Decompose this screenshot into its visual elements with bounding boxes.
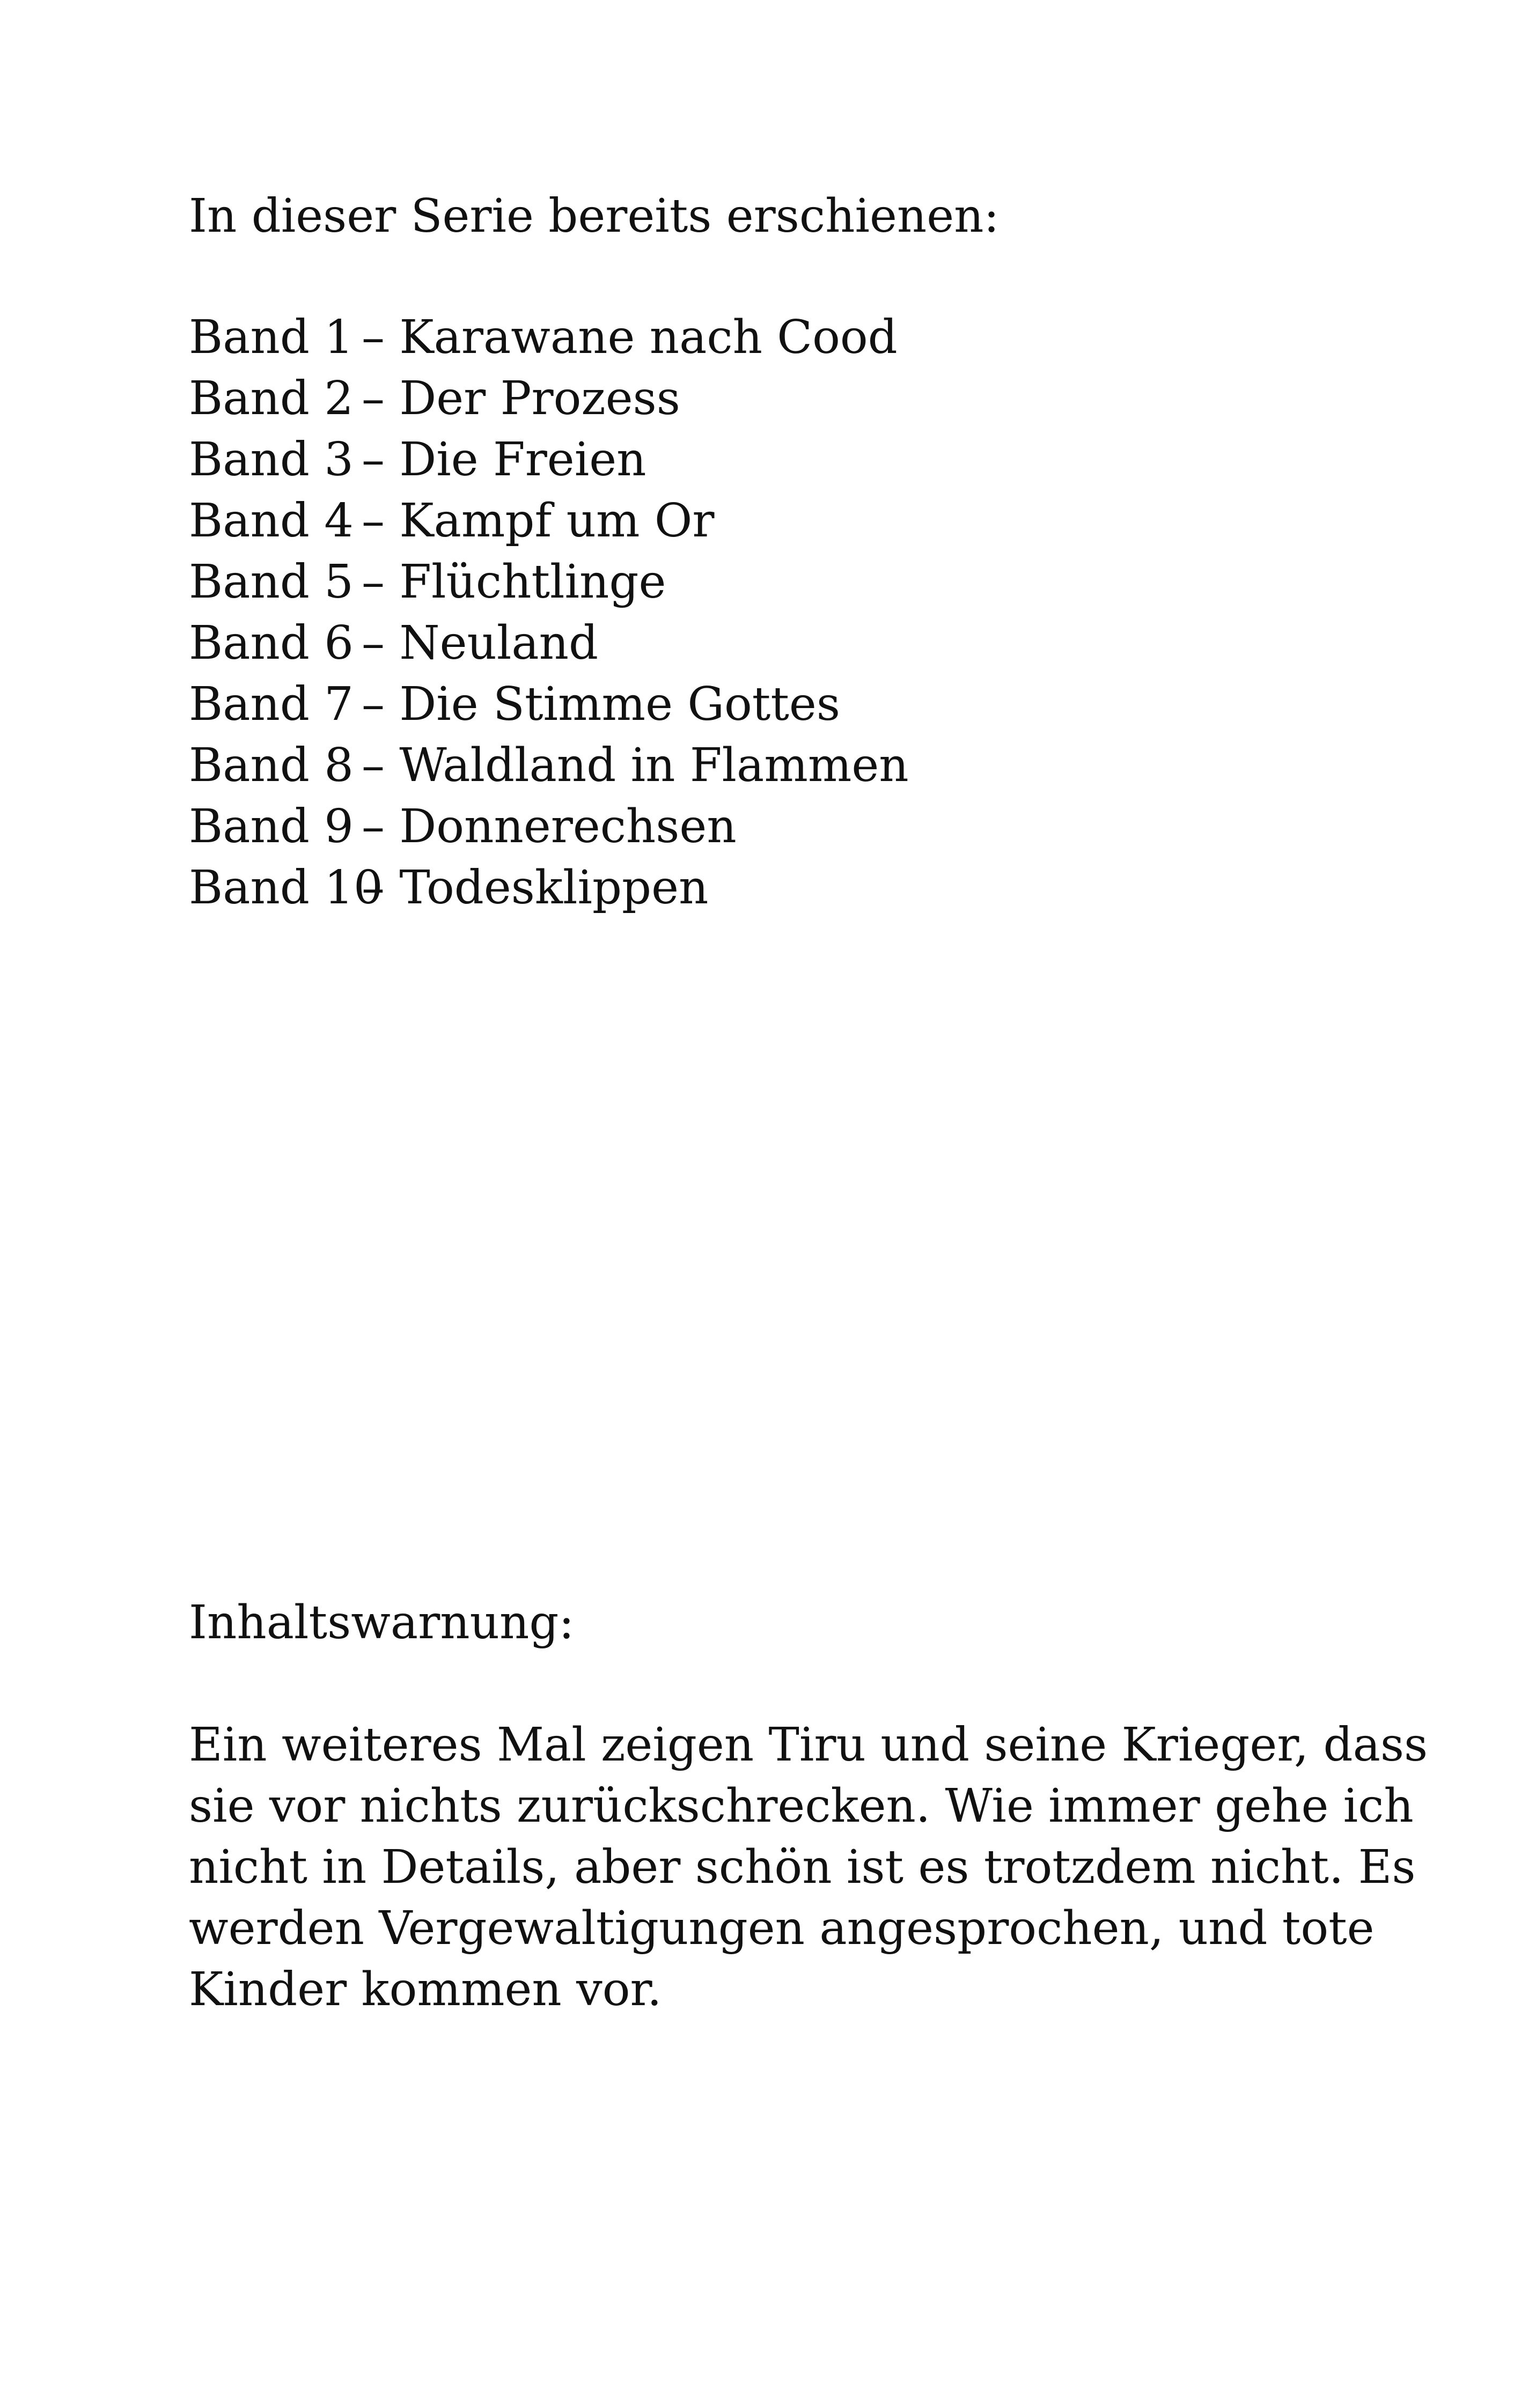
series-book-list — [189, 307, 909, 918]
book-title: – Kampf um Or — [362, 494, 715, 548]
list-item — [189, 490, 909, 551]
list-item — [189, 307, 909, 368]
band-number: Band 7 — [189, 678, 354, 731]
list-item — [189, 368, 909, 429]
content-warning-heading: Inhaltswarnung: — [189, 1596, 575, 1649]
band-number: Band 1 — [189, 311, 354, 364]
book-title: – Neuland — [362, 616, 599, 670]
content-warning-line: werden Vergewaltigungen angesprochen, und tote — [189, 1902, 1375, 1955]
list-item — [189, 551, 909, 613]
list-item — [189, 796, 909, 857]
list-item — [189, 735, 909, 796]
band-number: Band 9 — [189, 800, 354, 853]
book-title: – Waldland in Flammen — [362, 739, 909, 792]
list-item — [189, 429, 909, 490]
list-item — [189, 613, 909, 674]
book-title: – Donnerechsen — [362, 800, 737, 853]
series-heading: In dieser Serie bereits erschienen: — [189, 189, 1000, 243]
book-title: – Flüchtlinge — [362, 555, 666, 609]
band-number: Band 5 — [189, 555, 354, 609]
band-number: Band 4 — [189, 494, 354, 548]
band-number: Band 8 — [189, 739, 354, 792]
book-title: – Die Stimme Gottes — [362, 678, 840, 731]
content-warning-line: Ein weiteres Mal zeigen Tiru und seine Krieger, dass — [189, 1718, 1428, 1772]
band-number: Band 3 — [189, 433, 354, 487]
book-title: – Todesklippen — [362, 861, 709, 915]
book-title: – Der Prozess — [362, 372, 680, 425]
content-warning-text — [189, 1714, 1428, 2020]
book-title: – Karawane nach Cood — [362, 311, 898, 364]
band-number: Band 2 — [189, 372, 354, 425]
list-item — [189, 674, 909, 735]
book-title: – Die Freien — [362, 433, 646, 487]
content-warning-line: nicht in Details, aber schön ist es trotzdem nicht. Es — [189, 1840, 1416, 1894]
content-warning-line: Kinder kommen vor. — [189, 1963, 662, 2016]
band-number: Band 6 — [189, 616, 354, 670]
content-warning-line: sie vor nichts zurückschrecken. Wie immer gehe ich — [189, 1779, 1414, 1833]
list-item — [189, 857, 909, 918]
band-number: Band 10 — [189, 861, 383, 915]
